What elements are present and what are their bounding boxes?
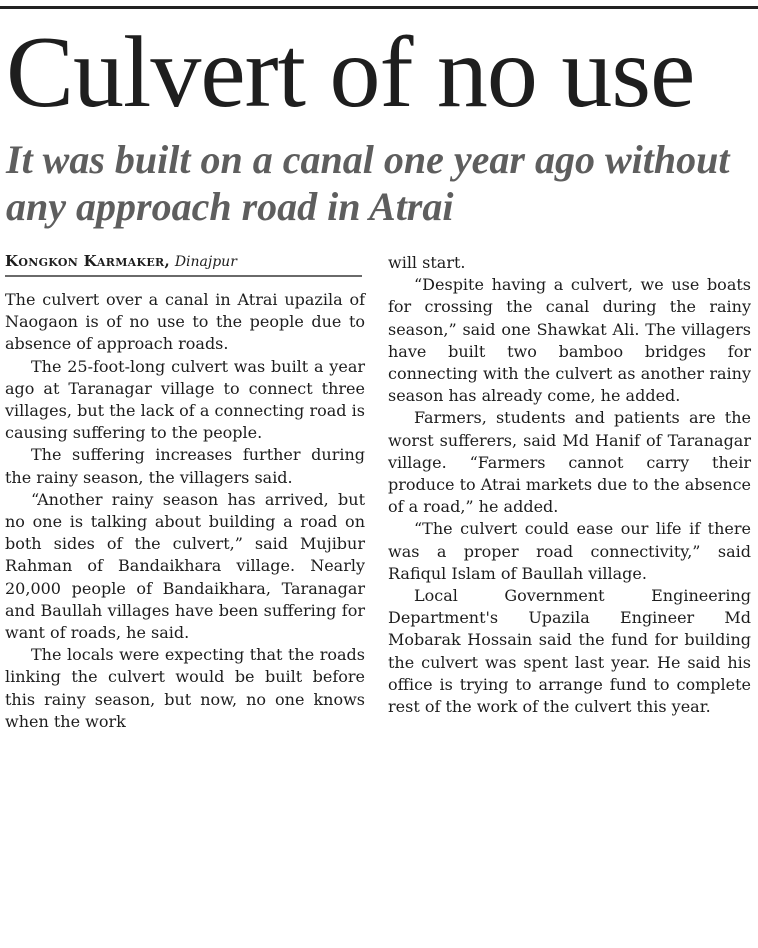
- paragraph: The locals were expecting that the roads linking the culvert would be built before this rainy season, but now, no one knows when the work: [5, 645, 365, 731]
- paragraph: Local Government Engineering Department's Upazila Engineer Md Mobarak Hossain said the fund for building the culvert was spent last year. He said his office is trying to arrange fund to complete rest of the work of the culvert this year.: [388, 586, 751, 717]
- article-column-left: [5, 252, 365, 733]
- paragraph: The culvert over a canal in Atrai upazila of Naogaon is of no use to the people due to absence of approach roads.: [5, 290, 365, 354]
- article-column-right: [388, 252, 751, 718]
- paragraph: The suffering increases further during the rainy season, the villagers said.: [5, 445, 365, 487]
- paragraph: “Despite having a culvert, we use boats for crossing the canal during the rainy season,” said one Shawkat Ali. The villagers have built two bamboo bridges for connecting with the culvert as another rainy season has already come, he added.: [388, 275, 751, 406]
- byline-author: Kongkon Karmaker,: [5, 252, 171, 270]
- paragraph: The 25-foot-long culvert was built a year ago at Taranagar village to connect three villages, but the lack of a connecting road is causing suffering to the people.: [5, 356, 365, 443]
- paragraph-continued: will start.: [388, 253, 466, 272]
- paragraph: Farmers, students and patients are the worst sufferers, said Md Hanif of Taranagar village. “Farmers cannot carry their produce to Atrai markets due to the absence of a road,” he added.: [388, 408, 751, 517]
- paragraph: “Another rainy season has arrived, but no one is talking about building a road on both sides of the culvert,” said Mujibur Rahman of Bandaikhara village. Nearly 20,000 people of Bandaikhara, Taranagar and Baullah villages have been suffering for want of roads, he said.: [5, 489, 365, 643]
- article-headline: Culvert of no use: [6, 16, 695, 129]
- byline-location: Dinajpur: [174, 254, 237, 270]
- byline: [5, 252, 362, 277]
- top-rule: [0, 6, 758, 9]
- paragraph: “The culvert could ease our life if there was a proper road connectivity,” said Rafiqul Islam of Baullah village.: [388, 519, 751, 583]
- article-subheadline: It was built on a canal one year ago without any approach road in Atrai: [6, 137, 730, 229]
